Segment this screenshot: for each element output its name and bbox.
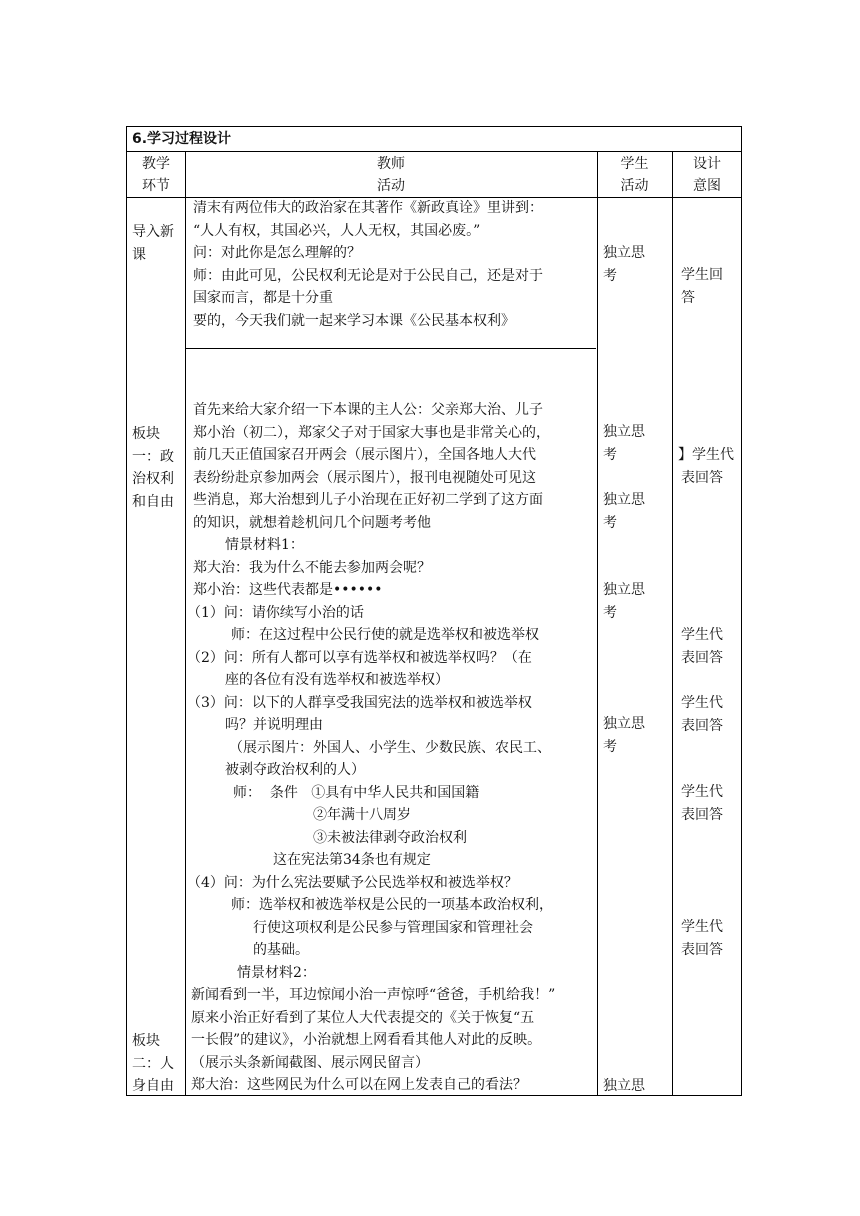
- stage-block-2: 板块 二：人 身自由: [132, 1033, 174, 1094]
- col-divider-1: [185, 151, 186, 1095]
- header-intent: 设计 意图: [693, 156, 721, 194]
- header-student: 学生 活动: [620, 156, 649, 194]
- stage-intro: 导入新 课: [132, 224, 174, 263]
- lesson-table: [126, 126, 742, 1096]
- stage-block-1: 板块 一：政 治权利 和自由: [132, 426, 174, 510]
- student-block-2: 独立思: [603, 1078, 645, 1094]
- title-divider: [127, 151, 741, 152]
- intent-block-1a: 】学生代 表回答: [678, 447, 734, 486]
- intent-block-1d: 学生代 表回答: [681, 784, 723, 823]
- student-block-1d: 独立思 考: [603, 716, 645, 755]
- student-block-1c: 独立思 考: [603, 582, 645, 621]
- section-title: 6.学习过程设计: [132, 131, 232, 147]
- header-teacher: 教师 活动: [377, 156, 405, 194]
- intent-block-1b: 学生代 表回答: [681, 627, 723, 666]
- intent-block-1e: 学生代 表回答: [681, 919, 723, 958]
- teacher-intro: 清末有两位伟大的政治家在其著作《新政真诠》里讲到： “人人有权，其国必兴，人人无权，其国必废。” 问：对此你是怎么理解的？ 师：由此可见，公民权利无论是对于公民自己，还是对于 国家而言，都是十分重 要的，今天我们就一起来学习本课《公民基本权利》: [193, 200, 543, 329]
- student-block-1a: 独立思 考: [603, 424, 645, 463]
- intent-intro: 学生回 答: [681, 267, 723, 306]
- header-stage: 教学 环节: [142, 156, 170, 194]
- teacher-block-1: 首先来给大家介绍一下本课的主人公：父亲郑大治、儿子 郑小治（初二），郑家父子对于国家大事也是非常关心的， 前几天正值国家召开两会（展示图片），全国各地人大代 表纷纷赴京参加两会（展示图片），报刊电视随处可见这 些消息，郑大治想到儿子小治现在正好初二学到了这方面 的知识，就想着趁机问几个问题考考他 情景材料1： 郑大治：我为什么不能去参加两会呢？ 郑小治：这些代表都是•••••• （1）问：请你续写小治的话 师：在这过程中公民行使的就是选举权和被选举权 （2）问：所有人都可以享有选举权和被选举权吗？（在 座的各位有没有选举权和被选举权） （3）问：以下的人群享受我国宪法的选举权和被选举权 吗？并说明理由 （展示图片：外国人、小学生、少数民族、农民工、 被剥夺政治权利的人） 师： 条件 ①具有中华人民共和国国籍 ②年满十八周岁 ③未被法律剥夺政治权利 这在宪法第34条也有规定 （4）问：为什么宪法要赋予公民选举权和被选举权？ 师：选举权和被选举权是公民的一项基本政治权利， 行使这项权利是公民参与管理国家和管理社会 的基础。 情景材料2： 新闻看到一半，耳边惊闻小治一声惊呼“爸爸，手机给我！” 原来小治正好看到了某位人大代表提交的《关于恢复“五 一长假”的建议》，小治就想上网看看其他人对此的反映。 （展示头条新闻截图、展示网民留言） 郑大治：这些网民为什么可以在网上发表自己的看法？: [187, 402, 556, 1093]
- intent-block-1c: 学生代 表回答: [681, 695, 723, 734]
- col-divider-2: [597, 151, 598, 1095]
- intro-divider: [185, 348, 596, 349]
- student-intro: 独立思 考: [603, 245, 645, 284]
- student-block-1b: 独立思 考: [603, 492, 645, 531]
- col-divider-3: [672, 151, 673, 1095]
